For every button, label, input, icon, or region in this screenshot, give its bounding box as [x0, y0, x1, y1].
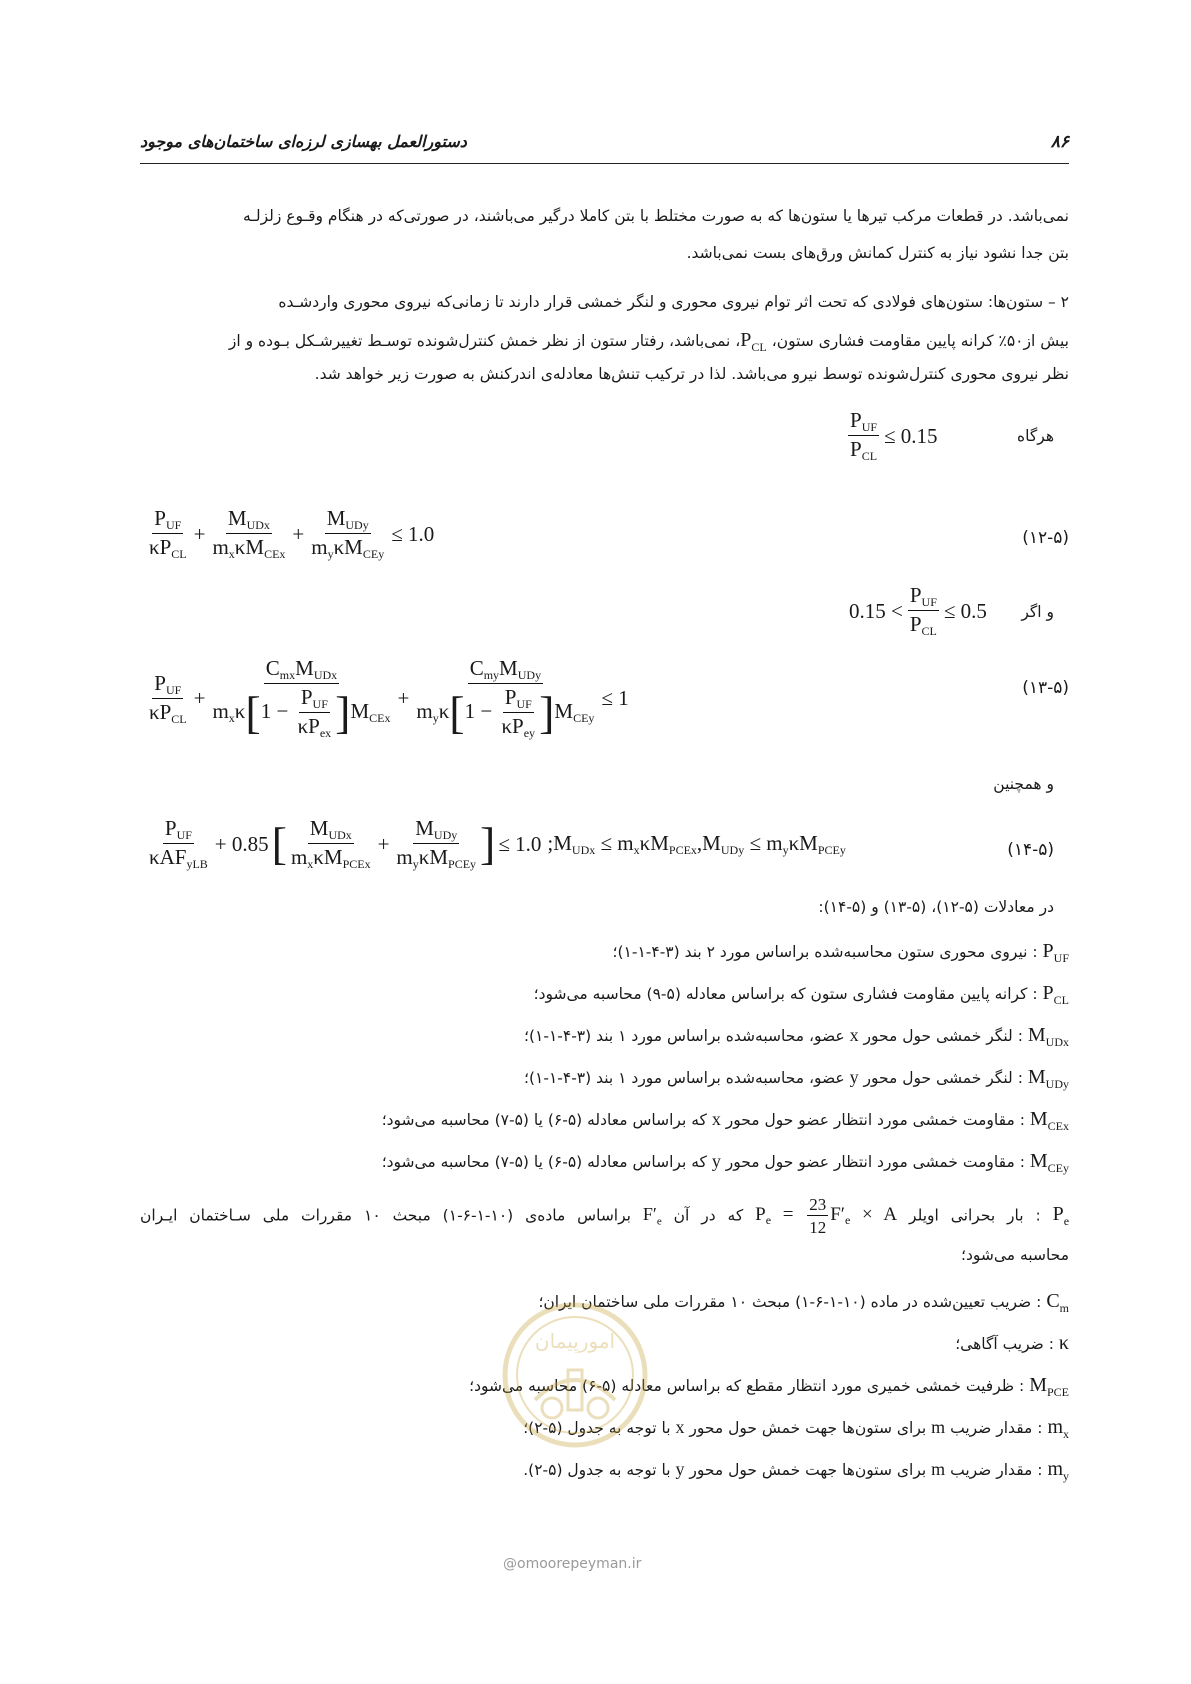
definition-item: $m_x$ : مقدار ضریب m برای ستون‌ها جهت خمش حول محور x با توجه به جدول (۵-۲)؛ — [523, 1416, 1069, 1441]
condition-1: $\frac{P_{UF}}{P_{CL}}$ ≤ 0.15 — [850, 408, 938, 463]
definition-symbol: $M_{CEx}$ — [1029, 1108, 1069, 1133]
svg-text:امورپیمان: امورپیمان — [534, 1329, 616, 1353]
definition-symbol: $P_e$ — [1052, 1203, 1070, 1229]
definition-symbol: $P_{UF}$ — [1042, 940, 1069, 965]
definition-item-pe: $P_e$ : بار بحرانی اویلر $P_e$ = $\frac{23}{12}$ $F'_e \times A$ که در آن $F'_e$ براساس ماده‌ی (۱۰-۱-۶-۱) مبحث ۱۰ مقررات ملی سـاختمان ایـران — [140, 1195, 1070, 1237]
page-header — [140, 128, 1069, 162]
definition-symbol: $m_y$ — [1047, 1458, 1069, 1483]
definition-symbol: κ — [1058, 1332, 1069, 1354]
definition-item: $M_{CEx}$ : مقاومت خمشی مورد انتظار عضو حول محور x که براساس معادله (۵-۶) یا (۵-۷) محاسبه می‌شود؛ — [381, 1108, 1069, 1133]
definition-item: $M_{UDx}$ : لنگر خمشی حول محور x عضو، محاسبه‌شده براساس مورد ۱ بند (۳-۴-۱-۱)؛ — [524, 1024, 1069, 1049]
symbol-pcl: $P_{CL}$ — [740, 329, 767, 354]
condition-label: هرگاه — [1017, 427, 1054, 445]
definition-symbol: $P_{CL}$ — [1042, 982, 1069, 1007]
equation-number: (۱۲-۵) — [1022, 528, 1069, 548]
definition-symbol: $m_x$ — [1047, 1416, 1069, 1441]
page-number: ۸۶ — [1050, 132, 1069, 152]
condition-2: 0.15 < $\frac{P_{UF}}{P_{CL}}$ ≤ 0.5 — [849, 583, 987, 638]
definition-symbol: $M_{UDy}$ — [1027, 1066, 1069, 1091]
running-title: دستورالعمل بهسازی لرزه‌ای ساختمان‌های موجود — [140, 132, 467, 151]
equation-14: $\frac{P_{UF}}{\kappa AF_{yLB}}$ + 0.85[ $\frac{M_{UDx}}{m_x\kappa M_{PCEx}}$ + $\frac{M_{UDy}}{m_y\kappa M_{PCEy}}$ ] ≤ 1.0 $;M_{UDx} \le m_x\kappa M_{PCEx},M_{UDy} \le m_y\kappa M_{PCEy}$ — [149, 816, 846, 871]
paragraph-text: بیش از۵۰٪ کرانه پایین مقاومت فشاری ستون، — [771, 332, 1069, 350]
definition-symbol: $M_{CEy}$ — [1029, 1150, 1069, 1175]
equation-13: $\frac{P_{UF}}{\kappa P_{CL}}$ + $C_{mx}M_{UDx}$ $m_x\kappa[1$ − $\frac{P_{UF}}{\kappa P_{ex}}$ ]$M_{CEx}$ + $C_{my}M_{UDy}$ $m_y\kappa[1$ − $\frac{P_{UF}}{\kappa P_{ey}}$ ]$M_{CEy}$ ≤ 1 — [149, 656, 629, 740]
definition-item: $M_{PCE}$ : ظرفیت خمشی خمیری مورد انتظار مقطع که براساس معادله (۵-۶) محاسبه می‌شود؛ — [469, 1374, 1069, 1399]
euler-formula: $P_e$ = $\frac{23}{12}$ $F'_e \times A$ — [755, 1195, 898, 1237]
condition-label: و اگر — [1021, 603, 1054, 621]
paragraph-line: ۲ – ستون‌ها: ستون‌های فولادی که تحت اثر توام نیروی محوری و لنگر خمشی قرار دارند تا زمانی‌که نیروی محوری واردشـده — [278, 293, 1069, 311]
definition-item: $m_y$ : مقدار ضریب m برای ستون‌ها جهت خمش حول محور y با توجه به جدول (۵-۲). — [523, 1458, 1069, 1483]
definition-item: $M_{CEy}$ : مقاومت خمشی مورد انتظار عضو حول محور y که براساس معادله (۵-۶) یا (۵-۷) محاسبه می‌شود؛ — [381, 1150, 1069, 1175]
definition-item: $P_{CL}$ : کرانه پایین مقاومت فشاری ستون که براساس معادله (۵-۹) محاسبه می‌شود؛ — [533, 982, 1069, 1007]
equation-number: (۱۴-۵) — [1007, 840, 1054, 860]
definitions-intro: در معادلات (۵-۱۲)، (۵-۱۳) و (۵-۱۴): — [818, 898, 1054, 916]
paragraph-line — [140, 329, 1069, 355]
watermark-url: @omoorepeyman.ir — [503, 1556, 642, 1572]
header-rule — [140, 163, 1069, 164]
equation-12: $\frac{P_{UF}}{\kappa P_{CL}}$ + $\frac{M_{UDx}}{m_x\kappa M_{CEx}}$ + $\frac{M_{UDy}}{m_y\kappa M_{CEy}}$ ≤ 1.0 — [149, 506, 435, 561]
definition-item: κ : ضریب آگاهی؛ — [955, 1332, 1069, 1354]
equation-number: (۱۳-۵) — [1022, 678, 1069, 698]
definition-item: $C_m$ : ضریب تعیین‌شده در ماده (۱۰-۱-۶-۱) مبحث ۱۰ مقررات ملی ساختمان ایران؛ — [538, 1290, 1069, 1315]
paragraph-line: نظر نیروی محوری کنترل‌شونده توسط نیرو می‌باشد. لذا در ترکیب تنش‌ها معادله‌ی اندرکنش به صورت زیر خواهد شد. — [314, 365, 1069, 383]
definition-item: $M_{UDy}$ : لنگر خمشی حول محور y عضو، محاسبه‌شده براساس مورد ۱ بند (۳-۴-۱-۱)؛ — [524, 1066, 1069, 1091]
definition-symbol: $M_{UDx}$ — [1027, 1024, 1069, 1049]
definition-symbol: $M_{PCE}$ — [1029, 1374, 1069, 1399]
paragraph-text: ، نمی‌باشد، رفتار ستون از نظر خمش کنترل‌شونده توسـط تغییرشـکل بـوده و از — [228, 332, 741, 350]
watermark-logo-icon — [500, 1300, 650, 1450]
paragraph-line: محاسبه می‌شود؛ — [961, 1246, 1069, 1264]
definition-symbol: $C_m$ — [1046, 1290, 1069, 1315]
paragraph-line: و همچنین — [993, 775, 1054, 793]
paragraph-line: بتن جدا نشود نیاز به کنترل کمانش ورق‌های بست نمی‌باشد. — [686, 244, 1069, 262]
definition-item: $P_{UF}$ : نیروی محوری ستون محاسبه‌شده براساس مورد ۲ بند (۳-۴-۱-۱)؛ — [612, 940, 1069, 965]
paragraph-line: نمی‌باشد. در قطعات مرکب تیرها یا ستون‌ها که به صورت مختلط با بتن کاملا درگیر می‌باشند، در صورتی‌که در هنگام وقـوع زلزلـه — [243, 207, 1069, 225]
